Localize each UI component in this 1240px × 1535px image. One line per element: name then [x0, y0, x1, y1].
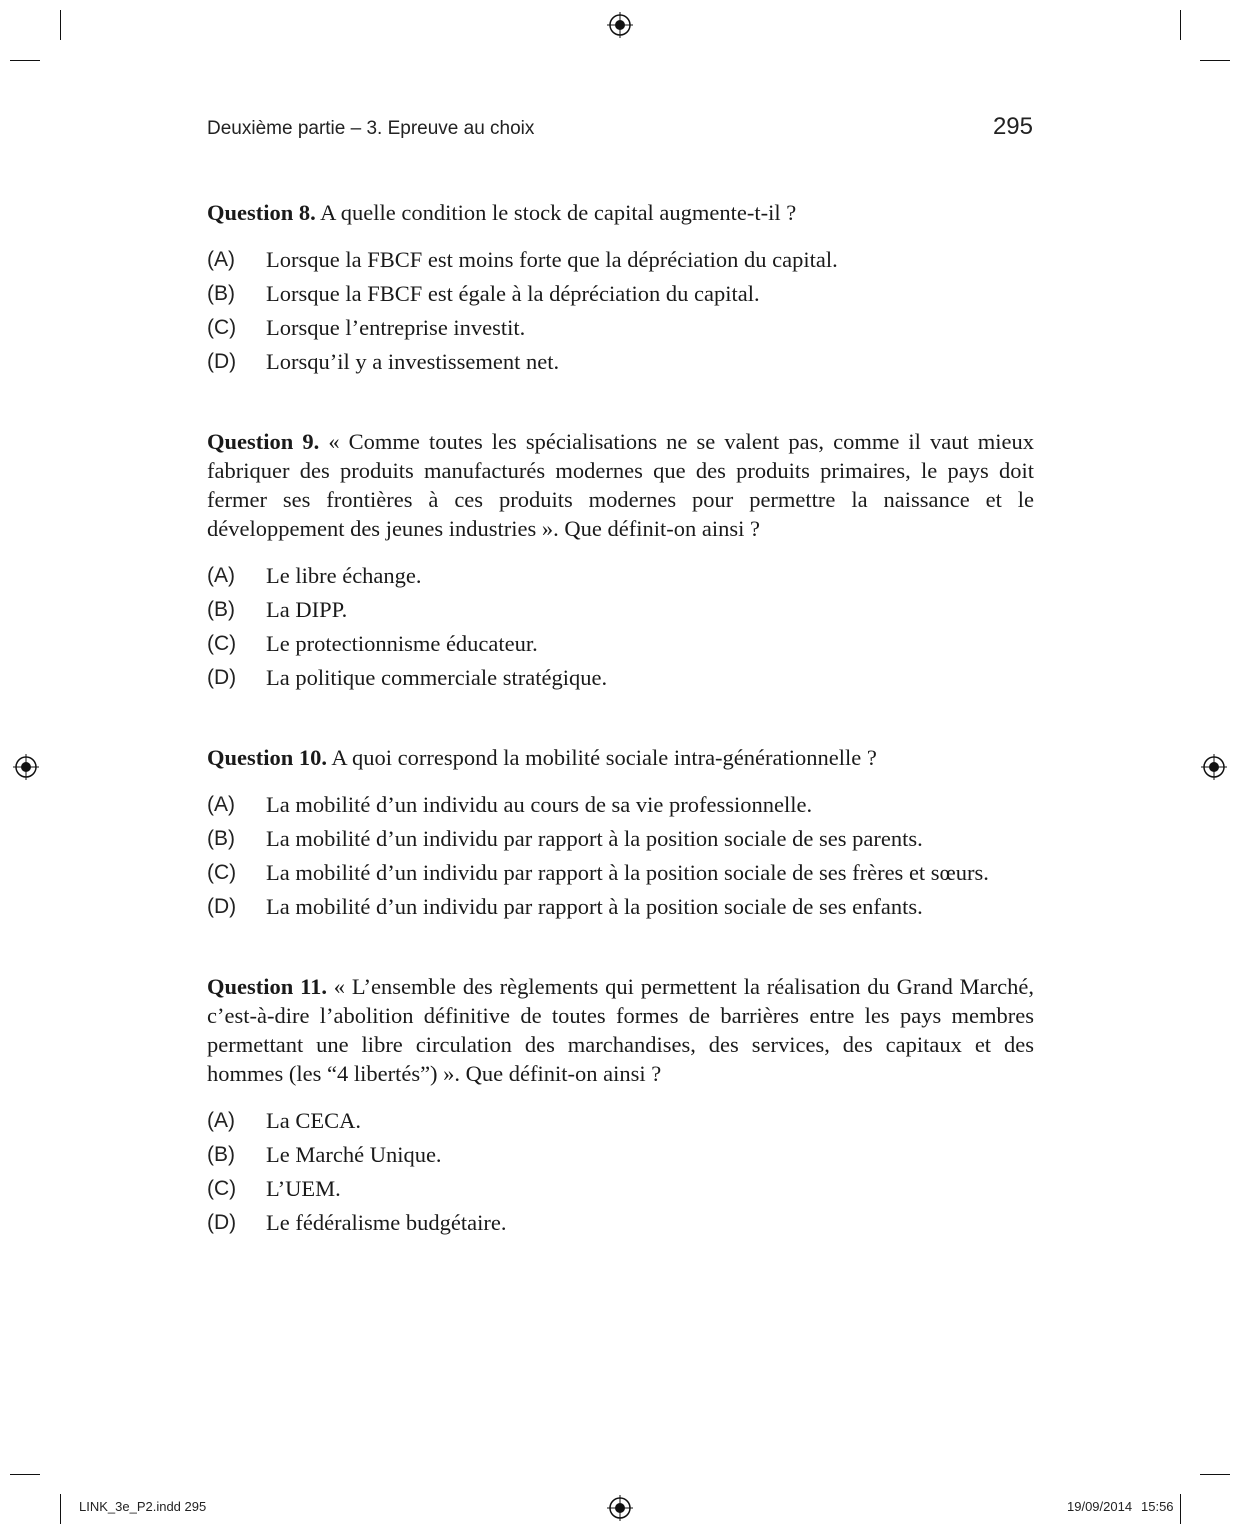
- crop-mark: [60, 1494, 61, 1524]
- option-letter: (C): [207, 316, 237, 339]
- answer-option: [207, 663, 1034, 692]
- question-text: [207, 427, 1034, 543]
- answer-option: [207, 824, 1034, 853]
- answer-option: [207, 790, 1034, 819]
- crop-mark: [1180, 10, 1181, 40]
- question-8: [207, 198, 1034, 376]
- option-text: Lorsqu’il y a investissement net.: [266, 349, 560, 374]
- option-letter: (B): [207, 282, 235, 305]
- answer-option: [207, 1140, 1034, 1169]
- option-letter: (A): [207, 248, 235, 271]
- answer-options: [207, 561, 1034, 692]
- answer-option: [207, 245, 1034, 274]
- answer-option: [207, 347, 1034, 376]
- answer-option: [207, 892, 1034, 921]
- option-text: La DIPP.: [266, 597, 348, 622]
- option-letter: (C): [207, 632, 237, 655]
- question-text: [207, 743, 1034, 772]
- registration-mark-icon: [607, 12, 633, 38]
- question-label: Question 11.: [207, 974, 327, 999]
- option-letter: (D): [207, 666, 237, 689]
- crop-mark: [1180, 1494, 1181, 1524]
- option-text: L’UEM.: [266, 1176, 341, 1201]
- answer-option: [207, 595, 1034, 624]
- option-letter: (C): [207, 1177, 237, 1200]
- slug-file-name: LINK_3e_P2.indd 295: [79, 1499, 207, 1514]
- option-letter: (B): [207, 827, 235, 850]
- crop-mark: [1200, 1474, 1230, 1475]
- option-text: Le Marché Unique.: [266, 1142, 442, 1167]
- question-list: [207, 198, 1034, 1288]
- answer-option: [207, 279, 1034, 308]
- question-body: « L’ensemble des règlements qui permettent la réalisation du Grand Marché, c’est-à-dire l’abolition définitive de toutes formes de barrières entre les pays membres permettant une libre circulation des marchandises, des services, des capitaux et des hommes (les “4 libertés”) ». Que définit-on ainsi ?: [207, 974, 1035, 1086]
- question-text: [207, 972, 1034, 1088]
- registration-mark-icon: [607, 1495, 633, 1521]
- option-text: Le fédéralisme budgétaire.: [266, 1210, 507, 1235]
- registration-mark-icon: [13, 754, 39, 780]
- answer-option: [207, 858, 1034, 887]
- question-10: [207, 743, 1034, 921]
- option-text: La mobilité d’un individu par rapport à la position sociale de ses frères et sœurs.: [266, 860, 989, 885]
- option-letter: (C): [207, 861, 237, 884]
- answer-options: [207, 1106, 1034, 1237]
- option-letter: (A): [207, 1109, 235, 1132]
- option-letter: (D): [207, 1211, 237, 1234]
- option-letter: (A): [207, 564, 235, 587]
- option-text: Lorsque la FBCF est moins forte que la dépréciation du capital.: [266, 247, 838, 272]
- answer-options: [207, 790, 1034, 921]
- option-text: La mobilité d’un individu au cours de sa vie professionnelle.: [266, 792, 813, 817]
- crop-mark: [10, 1474, 40, 1475]
- slug-time: 15:56: [1141, 1499, 1174, 1514]
- question-label: Question 10.: [207, 745, 328, 770]
- answer-option: [207, 629, 1034, 658]
- answer-option: [207, 313, 1034, 342]
- page-number: 295: [992, 113, 1033, 140]
- crop-mark: [60, 10, 61, 40]
- answer-options: [207, 245, 1034, 376]
- question-body: A quelle condition le stock de capital augmente-t-il ?: [320, 200, 797, 225]
- option-letter: (B): [207, 598, 235, 621]
- answer-option: [207, 1106, 1034, 1135]
- crop-mark: [1200, 60, 1230, 61]
- question-9: [207, 427, 1034, 692]
- question-11: [207, 972, 1034, 1237]
- running-head: Deuxième partie – 3. Epreuve au choix: [207, 118, 535, 139]
- option-letter: (D): [207, 350, 237, 373]
- option-text: La politique commerciale stratégique.: [266, 665, 608, 690]
- question-body: « Comme toutes les spécialisations ne se valent pas, comme il vaut mieux fabriquer des produits manufacturés modernes que des produits primaires, le pays doit fermer ses frontières à ces produits modernes pour permettre la naissance et le développement des jeunes industries ». Que définit-on ainsi ?: [207, 429, 1035, 541]
- answer-option: [207, 1174, 1034, 1203]
- option-letter: (A): [207, 793, 235, 816]
- question-label: Question 8.: [207, 200, 316, 225]
- option-text: Lorsque la FBCF est égale à la dépréciation du capital.: [266, 281, 760, 306]
- option-letter: (D): [207, 895, 237, 918]
- answer-option: [207, 561, 1034, 590]
- option-text: La mobilité d’un individu par rapport à la position sociale de ses enfants.: [266, 894, 923, 919]
- slug-date: 19/09/2014: [1067, 1499, 1133, 1514]
- registration-mark-icon: [1201, 754, 1227, 780]
- option-text: Lorsque l’entreprise investit.: [266, 315, 526, 340]
- question-label: Question 9.: [207, 429, 320, 454]
- option-text: La mobilité d’un individu par rapport à la position sociale de ses parents.: [266, 826, 923, 851]
- option-text: Le libre échange.: [266, 563, 422, 588]
- answer-option: [207, 1208, 1034, 1237]
- option-letter: (B): [207, 1143, 235, 1166]
- crop-mark: [10, 60, 40, 61]
- option-text: La CECA.: [266, 1108, 361, 1133]
- question-body: A quoi correspond la mobilité sociale intra-générationnelle ?: [331, 745, 877, 770]
- question-text: [207, 198, 1034, 227]
- option-text: Le protectionnisme éducateur.: [266, 631, 538, 656]
